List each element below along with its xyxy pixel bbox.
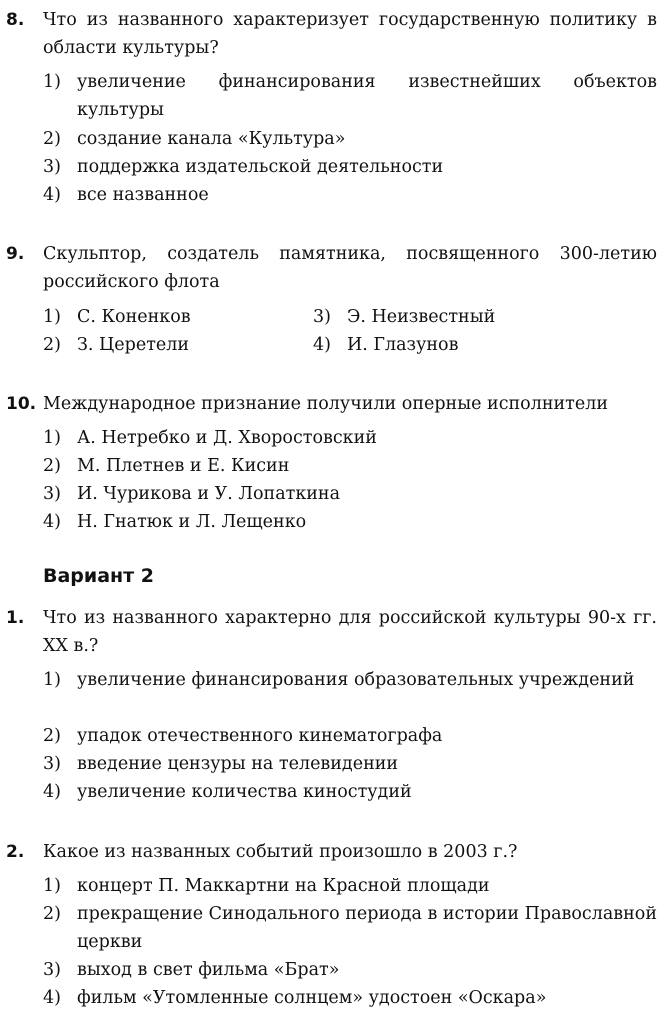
option-text: Э. Неизвестный	[347, 307, 496, 327]
option-number: 1)	[43, 876, 61, 896]
option-text: Н. Гнатюк и Л. Лещенко	[77, 512, 307, 532]
question-number: 1.	[6, 608, 25, 628]
option-number: 1)	[43, 307, 61, 327]
question-text: Что из названного характеризует государственную политику в области культуры?	[43, 10, 657, 58]
option-number: 4)	[43, 512, 61, 532]
option-number: 1)	[43, 72, 61, 92]
option-number: 1)	[43, 670, 61, 690]
option-2	[43, 125, 345, 153]
option-number: 3)	[43, 754, 61, 774]
option-text: создание канала «Культура»	[77, 129, 346, 149]
option-4	[43, 778, 412, 806]
option-3	[43, 480, 340, 508]
option-text: все названное	[77, 185, 209, 205]
option-2	[43, 900, 657, 956]
option-text: концерт П. Маккартни на Красной площади	[77, 876, 490, 896]
option-3	[43, 956, 339, 984]
option-text: А. Нетребко и Д. Хворостовский	[77, 428, 377, 448]
question-number: 8.	[6, 10, 25, 30]
option-number: 2)	[43, 456, 61, 476]
option-number: 2)	[43, 335, 61, 355]
option-4	[43, 508, 306, 536]
option-text: увеличение финансирования образовательных учреждений	[77, 670, 635, 690]
option-text: увеличение финансирования известнейших объектов культуры	[77, 72, 657, 120]
option-number: 2)	[43, 129, 61, 149]
option-2	[43, 722, 442, 750]
option-4	[43, 181, 209, 209]
option-3	[313, 303, 495, 331]
question-text: Международное признание получили оперные исполнители	[43, 394, 608, 414]
option-text: И. Чурикова и У. Лопаткина	[77, 484, 341, 504]
option-1	[43, 872, 490, 900]
option-text: упадок отечественного кинематографа	[77, 726, 443, 746]
option-number: 1)	[43, 428, 61, 448]
option-3	[43, 153, 443, 181]
option-3	[43, 750, 398, 778]
option-text: введение цензуры на телевидении	[77, 754, 399, 774]
option-1	[43, 424, 377, 452]
option-1	[43, 68, 657, 124]
option-2	[43, 452, 289, 480]
option-text: З. Церетели	[77, 335, 190, 355]
option-text: фильм «Утомленные солнцем» удостоен «Оскара»	[77, 988, 547, 1008]
option-number: 2)	[43, 904, 61, 924]
question-number: 2.	[6, 842, 25, 862]
option-text: М. Плетнев и Е. Кисин	[77, 456, 290, 476]
option-2	[43, 331, 189, 359]
option-text: увеличение количества киностудий	[77, 782, 412, 802]
option-number: 3)	[43, 157, 61, 177]
option-text: поддержка издательской деятельности	[77, 157, 444, 177]
question-text: Какое из названных событий произошло в 2003 г.?	[43, 842, 518, 862]
question-number: 10.	[6, 394, 37, 414]
option-number: 4)	[43, 782, 61, 802]
variant-heading: Вариант 2	[43, 565, 155, 587]
question-text: Скульптор, создатель памятника, посвященного 300-летию российского флота	[43, 244, 657, 292]
option-number: 2)	[43, 726, 61, 746]
option-number: 4)	[43, 185, 61, 205]
option-number: 3)	[43, 960, 61, 980]
option-number: 3)	[313, 307, 331, 327]
option-number: 4)	[43, 988, 61, 1008]
option-1	[43, 666, 657, 694]
question-text: Что из названного характерно для российской культуры 90-х гг. XX в.?	[43, 608, 657, 656]
option-text: выход в свет фильма «Брат»	[77, 960, 340, 980]
option-text: И. Глазунов	[347, 335, 459, 355]
option-4	[43, 984, 546, 1012]
option-1	[43, 303, 191, 331]
option-text: С. Коненков	[77, 307, 191, 327]
option-4	[313, 331, 458, 359]
option-text: прекращение Синодального периода в истории Православной церкви	[77, 904, 657, 952]
option-number: 3)	[43, 484, 61, 504]
option-number: 4)	[313, 335, 331, 355]
question-number: 9.	[6, 244, 25, 264]
